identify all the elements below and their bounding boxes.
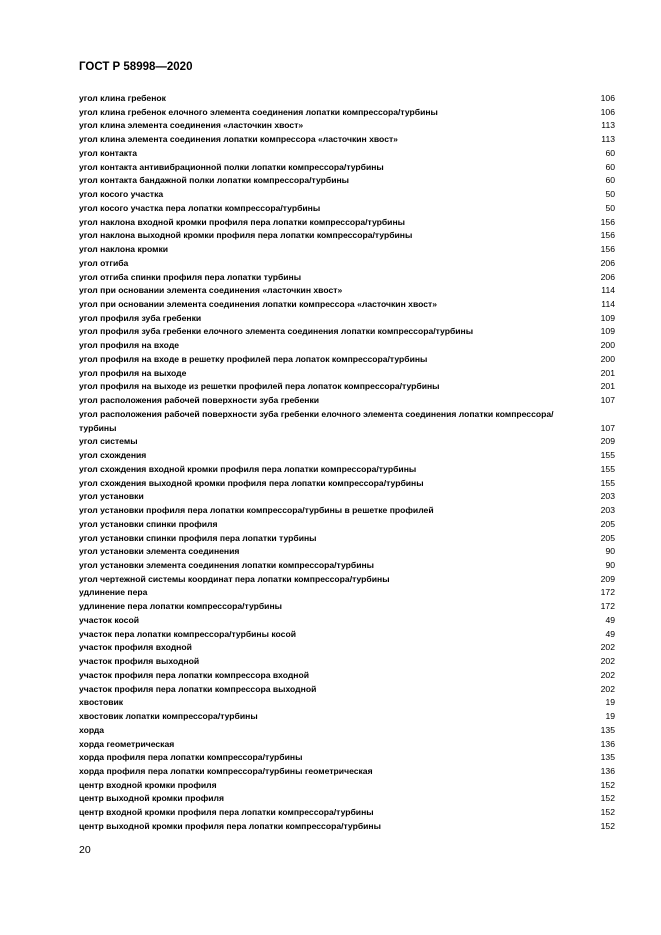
index-page-ref: 60 bbox=[605, 161, 615, 172]
index-entry bbox=[79, 257, 615, 271]
index-entry bbox=[79, 353, 615, 367]
index-page-ref: 109 bbox=[600, 326, 615, 337]
index-term: центр входной кромки профиля пера лопатки компрессора/турбины bbox=[79, 807, 374, 818]
index-term: угол установки спинки профиля пера лопатки турбины bbox=[79, 532, 317, 543]
index-term: угол установки элемента соединения bbox=[79, 546, 240, 557]
index-page-ref: 205 bbox=[600, 532, 615, 543]
index-page-ref: 60 bbox=[605, 175, 615, 186]
index-page-ref: 50 bbox=[605, 202, 615, 213]
index-entry bbox=[79, 518, 615, 532]
index-page-ref: 152 bbox=[600, 820, 615, 831]
index-term: угол контакта bbox=[79, 147, 138, 158]
index-term: хвостовик bbox=[79, 697, 124, 708]
index-term: угол установки bbox=[79, 491, 144, 502]
index-term: угол клина элемента соединения «ласточкин хвост» bbox=[79, 120, 304, 131]
index-page-ref: 114 bbox=[601, 299, 615, 310]
index-term: угол наклона кромки bbox=[79, 244, 169, 255]
page-header: ГОСТ Р 58998—2020 bbox=[79, 61, 193, 73]
index-term: удлинение пера лопатки компрессора/турбины bbox=[79, 601, 282, 612]
index-term: угол схождения выходной кромки профиля пера лопатки компрессора/турбины bbox=[79, 477, 424, 488]
index-entry bbox=[79, 339, 615, 353]
index-term: угол отгиба bbox=[79, 257, 129, 268]
index-entry bbox=[79, 765, 615, 779]
index-page-ref: 113 bbox=[601, 134, 615, 145]
index-term: угол отгиба спинки профиля пера лопатки турбины bbox=[79, 271, 302, 282]
index-term: хорда профиля пера лопатки компрессора/турбины геометрическая bbox=[79, 765, 373, 776]
index-page-ref: 206 bbox=[600, 257, 615, 268]
index-page-ref: 206 bbox=[600, 271, 615, 282]
index-page-ref: 60 bbox=[605, 147, 615, 158]
index-list bbox=[79, 92, 615, 834]
index-entry bbox=[79, 229, 615, 243]
index-page-ref: 136 bbox=[600, 765, 615, 776]
index-page-ref: 203 bbox=[600, 505, 615, 516]
index-term: угол клина гребенок bbox=[79, 93, 166, 103]
index-page-ref: 156 bbox=[600, 216, 615, 227]
index-entry bbox=[79, 106, 615, 120]
index-page-ref: 205 bbox=[600, 518, 615, 529]
index-term: угол профиля на входе в решетку профилей пера лопаток компрессора/турбины bbox=[79, 353, 428, 364]
index-term: угол чертежной системы координат пера лопатки компрессора/турбины bbox=[79, 573, 390, 584]
index-term: угол наклона входной кромки профиля пера лопатки компрессора/турбины bbox=[79, 216, 405, 227]
index-term: хорда профиля пера лопатки компрессора/турбины bbox=[79, 752, 303, 763]
index-page-ref: 155 bbox=[600, 450, 615, 461]
index-entry bbox=[79, 724, 615, 738]
index-page-ref: 106 bbox=[600, 93, 615, 103]
index-page-ref: 200 bbox=[600, 340, 615, 351]
index-page-ref: 19 bbox=[605, 697, 615, 708]
index-term: участок косой bbox=[79, 614, 139, 625]
index-entry bbox=[79, 792, 615, 806]
index-term: участок профиля пера лопатки компрессора выходной bbox=[79, 683, 317, 694]
index-entry bbox=[79, 435, 615, 449]
index-page-ref: 200 bbox=[600, 353, 615, 364]
index-term: угол установки профиля пера лопатки компрессора/турбины в решетке профилей bbox=[79, 505, 434, 516]
index-entry bbox=[79, 477, 615, 491]
index-term: угол клина элемента соединения лопатки компрессора «ласточкин хвост» bbox=[79, 134, 398, 145]
index-page-ref: 202 bbox=[600, 642, 615, 653]
index-page-ref: 107 bbox=[600, 422, 615, 433]
index-page-ref: 106 bbox=[600, 106, 615, 117]
index-entry bbox=[79, 394, 615, 408]
index-page-ref: 114 bbox=[601, 285, 615, 296]
index-page-ref: 155 bbox=[600, 477, 615, 488]
index-entry bbox=[79, 325, 615, 339]
index-entry bbox=[79, 806, 615, 820]
index-term: центр входной кромки профиля bbox=[79, 779, 217, 790]
index-entry bbox=[79, 202, 615, 216]
index-page-ref: 201 bbox=[600, 381, 615, 392]
index-term: угол клина гребенок елочного элемента соединения лопатки компрессора/турбины bbox=[79, 106, 438, 117]
index-entry bbox=[79, 161, 615, 175]
index-term: угол контакта антивибрационной полки лопатки компрессора/турбины bbox=[79, 161, 384, 172]
index-entry bbox=[79, 271, 615, 285]
index-page-ref: 172 bbox=[600, 601, 615, 612]
index-entry bbox=[79, 614, 615, 628]
index-page-ref: 156 bbox=[600, 244, 615, 255]
index-page-ref: 202 bbox=[600, 656, 615, 667]
index-term: угол профиля на выходе bbox=[79, 367, 187, 378]
index-entry bbox=[79, 284, 615, 298]
index-entry bbox=[79, 532, 615, 546]
index-entry bbox=[79, 669, 615, 683]
index-entry bbox=[79, 696, 615, 710]
index-page-ref: 201 bbox=[600, 367, 615, 378]
index-entry bbox=[79, 216, 615, 230]
index-term: участок пера лопатки компрессора/турбины косой bbox=[79, 628, 296, 639]
index-entry bbox=[79, 504, 615, 518]
index-entry bbox=[79, 641, 615, 655]
index-term: угол схождения bbox=[79, 450, 147, 461]
index-page-ref: 152 bbox=[600, 793, 615, 804]
index-entry bbox=[79, 573, 615, 587]
index-page-ref: 209 bbox=[600, 573, 615, 584]
index-entry bbox=[79, 312, 615, 326]
index-entry bbox=[79, 449, 615, 463]
index-term: угол косого участка пера лопатки компрессора/турбины bbox=[79, 202, 321, 213]
index-page-ref: 90 bbox=[605, 546, 615, 557]
index-term: угол расположения рабочей поверхности зуба гребенки bbox=[79, 395, 320, 406]
index-term: удлинение пера bbox=[79, 587, 148, 598]
index-term: участок профиля пера лопатки компрессора входной bbox=[79, 669, 310, 680]
index-term: угол установки спинки профиля bbox=[79, 518, 218, 529]
index-entry bbox=[79, 367, 615, 381]
index-page-ref: 49 bbox=[605, 614, 615, 625]
index-entry bbox=[79, 820, 615, 834]
index-entry bbox=[79, 779, 615, 793]
index-page-ref: 135 bbox=[600, 752, 615, 763]
index-term: угол расположения рабочей поверхности зуба гребенки елочного элемента соединения лопатки компрессора/турбины bbox=[79, 408, 554, 433]
index-entry bbox=[79, 710, 615, 724]
index-page-ref: 113 bbox=[601, 120, 615, 131]
index-entry bbox=[79, 463, 615, 477]
index-term: угол при основании элемента соединения «ласточкин хвост» bbox=[79, 285, 343, 296]
index-term: хорда геометрическая bbox=[79, 738, 175, 749]
index-term: угол установки элемента соединения лопатки компрессора/турбины bbox=[79, 559, 375, 570]
index-term: угол системы bbox=[79, 436, 138, 447]
page-number: 20 bbox=[79, 844, 91, 856]
index-term: угол наклона выходной кромки профиля пера лопатки компрессора/турбины bbox=[79, 230, 413, 241]
index-term: угол профиля на входе bbox=[79, 340, 180, 351]
index-entry bbox=[79, 490, 615, 504]
index-entry bbox=[79, 174, 615, 188]
index-entry bbox=[79, 600, 615, 614]
index-term: угол косого участка bbox=[79, 189, 164, 200]
index-entry bbox=[79, 559, 615, 573]
index-page-ref: 155 bbox=[600, 463, 615, 474]
index-page-ref: 109 bbox=[600, 312, 615, 323]
index-page-ref: 107 bbox=[600, 395, 615, 406]
index-term: участок профиля входной bbox=[79, 642, 192, 653]
index-entry bbox=[79, 188, 615, 202]
index-term: хорда bbox=[79, 724, 105, 735]
index-term: угол схождения входной кромки профиля пера лопатки компрессора/турбины bbox=[79, 463, 417, 474]
index-page-ref: 152 bbox=[600, 779, 615, 790]
index-page-ref: 152 bbox=[600, 807, 615, 818]
index-entry bbox=[79, 243, 615, 257]
index-page-ref: 203 bbox=[600, 491, 615, 502]
index-entry bbox=[79, 298, 615, 312]
index-page-ref: 202 bbox=[600, 669, 615, 680]
index-entry bbox=[79, 119, 615, 133]
index-page-ref: 135 bbox=[600, 724, 615, 735]
index-entry bbox=[79, 751, 615, 765]
index-term: центр выходной кромки профиля bbox=[79, 793, 224, 804]
index-entry bbox=[79, 92, 615, 106]
index-entry bbox=[79, 408, 615, 435]
index-entry bbox=[79, 133, 615, 147]
index-entry bbox=[79, 628, 615, 642]
index-entry bbox=[79, 586, 615, 600]
index-page-ref: 50 bbox=[605, 189, 615, 200]
index-term: угол профиля зуба гребенки bbox=[79, 312, 202, 323]
index-page-ref: 19 bbox=[605, 711, 615, 722]
index-page-ref: 90 bbox=[605, 559, 615, 570]
index-term: угол контакта бандажной полки лопатки компрессора/турбины bbox=[79, 175, 350, 186]
index-page-ref: 49 bbox=[605, 628, 615, 639]
index-entry bbox=[79, 545, 615, 559]
index-term: угол при основании элемента соединения лопатки компрессора «ласточкин хвост» bbox=[79, 299, 438, 310]
index-term: участок профиля выходной bbox=[79, 656, 200, 667]
index-term: центр выходной кромки профиля пера лопатки компрессора/турбины bbox=[79, 820, 381, 831]
index-entry bbox=[79, 380, 615, 394]
index-page-ref: 202 bbox=[600, 683, 615, 694]
index-term: угол профиля зуба гребенки елочного элемента соединения лопатки компрессора/турбины bbox=[79, 326, 474, 337]
index-entry bbox=[79, 655, 615, 669]
index-page-ref: 172 bbox=[600, 587, 615, 598]
index-term: угол профиля на выходе из решетки профилей пера лопаток компрессора/турбины bbox=[79, 381, 440, 392]
index-page-ref: 136 bbox=[600, 738, 615, 749]
index-term: хвостовик лопатки компрессора/турбины bbox=[79, 711, 258, 722]
index-page-ref: 156 bbox=[600, 230, 615, 241]
index-entry bbox=[79, 683, 615, 697]
index-entry bbox=[79, 738, 615, 752]
index-entry bbox=[79, 147, 615, 161]
index-page-ref: 209 bbox=[600, 436, 615, 447]
